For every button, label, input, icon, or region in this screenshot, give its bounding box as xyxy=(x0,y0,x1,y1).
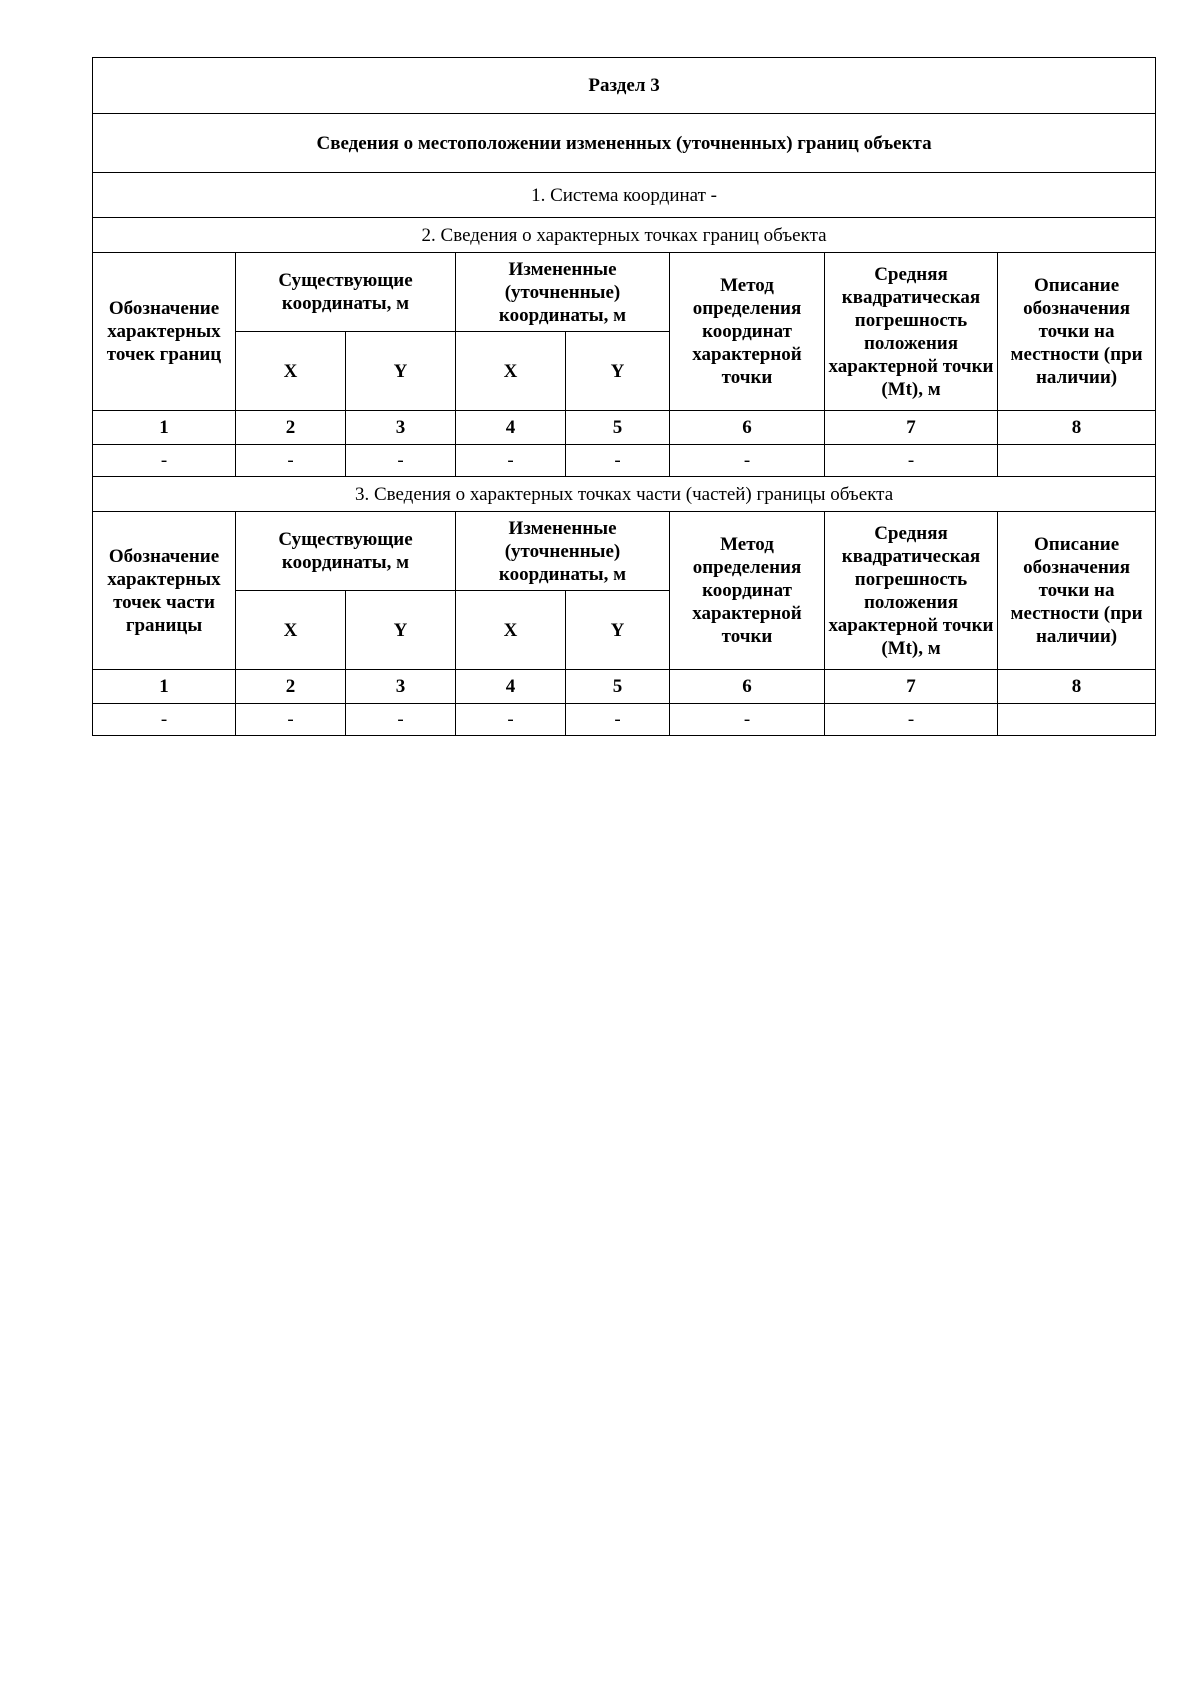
block1-col-method: Метод определения координат характерной точки xyxy=(670,253,825,411)
block1-cell: - xyxy=(825,445,998,477)
block2-col-x-existing: X xyxy=(236,591,346,670)
section-subtitle: Сведения о местоположении измененных (уточненных) границ объекта xyxy=(93,114,1156,173)
block2-col-method: Метод определения координат характерной точки xyxy=(670,512,825,670)
section-title: Раздел 3 xyxy=(93,58,1156,114)
block1-cell: - xyxy=(670,445,825,477)
block2-cell xyxy=(998,704,1156,736)
block1-col-changed: Измененные (уточненные) координаты, м xyxy=(456,253,670,332)
block2-num: 6 xyxy=(670,670,825,704)
block2-cell: - xyxy=(825,704,998,736)
block1-col-designation: Обозначение характерных точек границ xyxy=(93,253,236,411)
block1-col-x-existing: X xyxy=(236,332,346,411)
block2-col-x-changed: X xyxy=(456,591,566,670)
block2-cell: - xyxy=(346,704,456,736)
block2-col-y-changed: Y xyxy=(566,591,670,670)
block1-cell: - xyxy=(566,445,670,477)
block1-col-description: Описание обозначения точки на местности (при наличии) xyxy=(998,253,1156,411)
block1-col-y-changed: Y xyxy=(566,332,670,411)
block1-num: 2 xyxy=(236,411,346,445)
block2-col-y-existing: Y xyxy=(346,591,456,670)
block1-col-error: Средняя квадратическая погрешность положения характерной точки (Mt), м xyxy=(825,253,998,411)
block1-num: 5 xyxy=(566,411,670,445)
block2-col-designation: Обозначение характерных точек части границы xyxy=(93,512,236,670)
block2-col-existing: Существующие координаты, м xyxy=(236,512,456,591)
block1-cell: - xyxy=(346,445,456,477)
block2-cell: - xyxy=(566,704,670,736)
block1-cell: - xyxy=(236,445,346,477)
block1-num: 7 xyxy=(825,411,998,445)
block1-num: 3 xyxy=(346,411,456,445)
block2-cell: - xyxy=(93,704,236,736)
block2-num: 1 xyxy=(93,670,236,704)
block1-heading: 2. Сведения о характерных точках границ объекта xyxy=(93,218,1156,253)
block1-col-existing: Существующие координаты, м xyxy=(236,253,456,332)
block1-num: 6 xyxy=(670,411,825,445)
block2-col-error: Средняя квадратическая погрешность положения характерной точки (Mt), м xyxy=(825,512,998,670)
block1-num: 8 xyxy=(998,411,1156,445)
coordinate-system-line: 1. Система координат - xyxy=(93,173,1156,218)
block1-col-x-changed: X xyxy=(456,332,566,411)
block2-col-changed: Измененные (уточненные) координаты, м xyxy=(456,512,670,591)
block2-num: 3 xyxy=(346,670,456,704)
block2-num: 5 xyxy=(566,670,670,704)
block1-col-y-existing: Y xyxy=(346,332,456,411)
block2-heading: 3. Сведения о характерных точках части (частей) границы объекта xyxy=(93,477,1156,512)
block2-col-description: Описание обозначения точки на местности (при наличии) xyxy=(998,512,1156,670)
block1-cell: - xyxy=(93,445,236,477)
block2-num: 7 xyxy=(825,670,998,704)
block2-cell: - xyxy=(236,704,346,736)
block2-cell: - xyxy=(456,704,566,736)
section-3-table xyxy=(92,57,1156,736)
block1-num: 4 xyxy=(456,411,566,445)
block2-num: 2 xyxy=(236,670,346,704)
block1-cell: - xyxy=(456,445,566,477)
block2-cell: - xyxy=(670,704,825,736)
block1-cell xyxy=(998,445,1156,477)
block2-num: 4 xyxy=(456,670,566,704)
block2-num: 8 xyxy=(998,670,1156,704)
block1-num: 1 xyxy=(93,411,236,445)
